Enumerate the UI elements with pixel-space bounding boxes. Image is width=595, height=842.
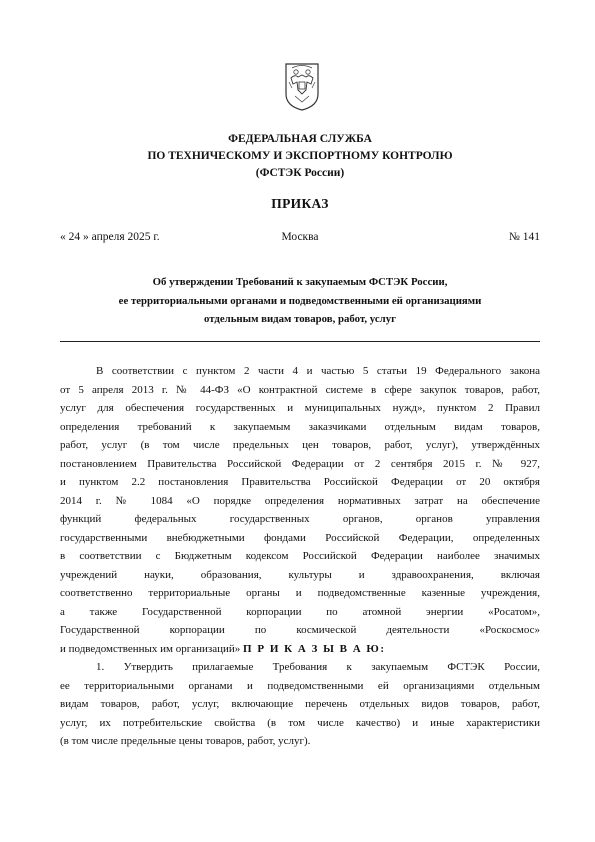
preamble-line: работ, услуг (в том числе предельных цен товаров, работ, услуг), утверждённых	[60, 439, 540, 451]
preamble-line: постановлением Правительства Российской Федерации от 2 сентября 2015 г. № 927,	[60, 457, 540, 470]
preamble-line: в соответствии с Бюджетным кодексом Российской Федерации наиболее значимых	[60, 550, 540, 562]
preamble-last-line	[60, 640, 540, 659]
agency-name	[60, 131, 540, 182]
document-meta	[60, 231, 540, 247]
item-line: услуг, их потребительские свойства (в том числе качество) и иные характеристики	[60, 716, 540, 729]
preamble-line: а также Государственной корпорации по атомной энергии «Росатом»,	[60, 605, 540, 618]
document-subject	[60, 273, 540, 329]
preamble-last-text: и подведомственных им организаций»	[60, 642, 241, 655]
item-line: ее территориальными органами и подведомственными ей организациями отдельным	[60, 679, 540, 692]
subject-line: Об утверждении Требований к закупаемым ФСТЭК России,	[152, 276, 448, 288]
preamble-line: услуг для обеспечения государственных и муниципальных нужд», пунктом 2 Правил	[60, 402, 540, 414]
separator-line	[60, 341, 540, 342]
agency-line-3: (ФСТЭК России)	[255, 167, 345, 179]
document-body	[60, 362, 540, 751]
order-word: П Р И К А З Ы В А Ю:	[243, 642, 386, 655]
agency-line-1: ФЕДЕРАЛЬНАЯ СЛУЖБА	[228, 133, 372, 145]
document-date: « 24 » апреля 2025 г.	[60, 231, 160, 243]
preamble-line: определения требований к закупаемым заказчиками отдельным видам товаров,	[60, 420, 540, 433]
agency-line-2: ПО ТЕХНИЧЕСКОМУ И ЭКСПОРТНОМУ КОНТРОЛЮ	[147, 150, 453, 162]
preamble-line: от 5 апреля 2013 г. № 44-ФЗ «О контрактной системе в сфере закупок товаров, работ,	[60, 383, 540, 396]
preamble-line: и пунктом 2.2 постановления Правительства Российской Федерации от 20 октября	[60, 476, 540, 488]
document-number: № 141	[508, 231, 540, 243]
preamble-line: Государственной корпорации по космической деятельности «Роскосмос»	[60, 624, 540, 636]
document-city: Москва	[281, 231, 319, 243]
item-line: (в том числе предельные цены товаров, работ, услуг).	[60, 735, 311, 747]
preamble-line: государственными внебюджетными фондами Российской Федерации, определенных	[60, 531, 540, 544]
coat-of-arms-emblem-icon	[283, 58, 321, 112]
preamble-line: В соответствии с пунктом 2 части 4 и частью 5 статьи 19 Федерального закона	[96, 365, 540, 377]
item-line: 1. Утвердить прилагаемые Требования к закупаемым ФСТЭК России,	[96, 661, 540, 673]
preamble-line: соответственно территориальные органы и подведомственные казенные учреждения,	[60, 587, 540, 599]
preamble-line: функций федеральных государственных органов, органов управления	[60, 513, 540, 525]
preamble-line: 2014 г. № 1084 «О порядке определения нормативных затрат на обеспечение	[60, 494, 540, 507]
item-line: видам товаров, работ, услуг, включающие перечень отдельных видов товаров, работ,	[60, 698, 540, 710]
subject-line: ее территориальными органами и подведомственными ей организациями	[118, 294, 482, 307]
document-type: ПРИКАЗ	[271, 196, 329, 211]
subject-line: отдельным видам товаров, работ, услуг	[203, 313, 396, 325]
preamble-line: учреждений науки, образования, культуры и здравоохранения, включая	[60, 568, 540, 581]
